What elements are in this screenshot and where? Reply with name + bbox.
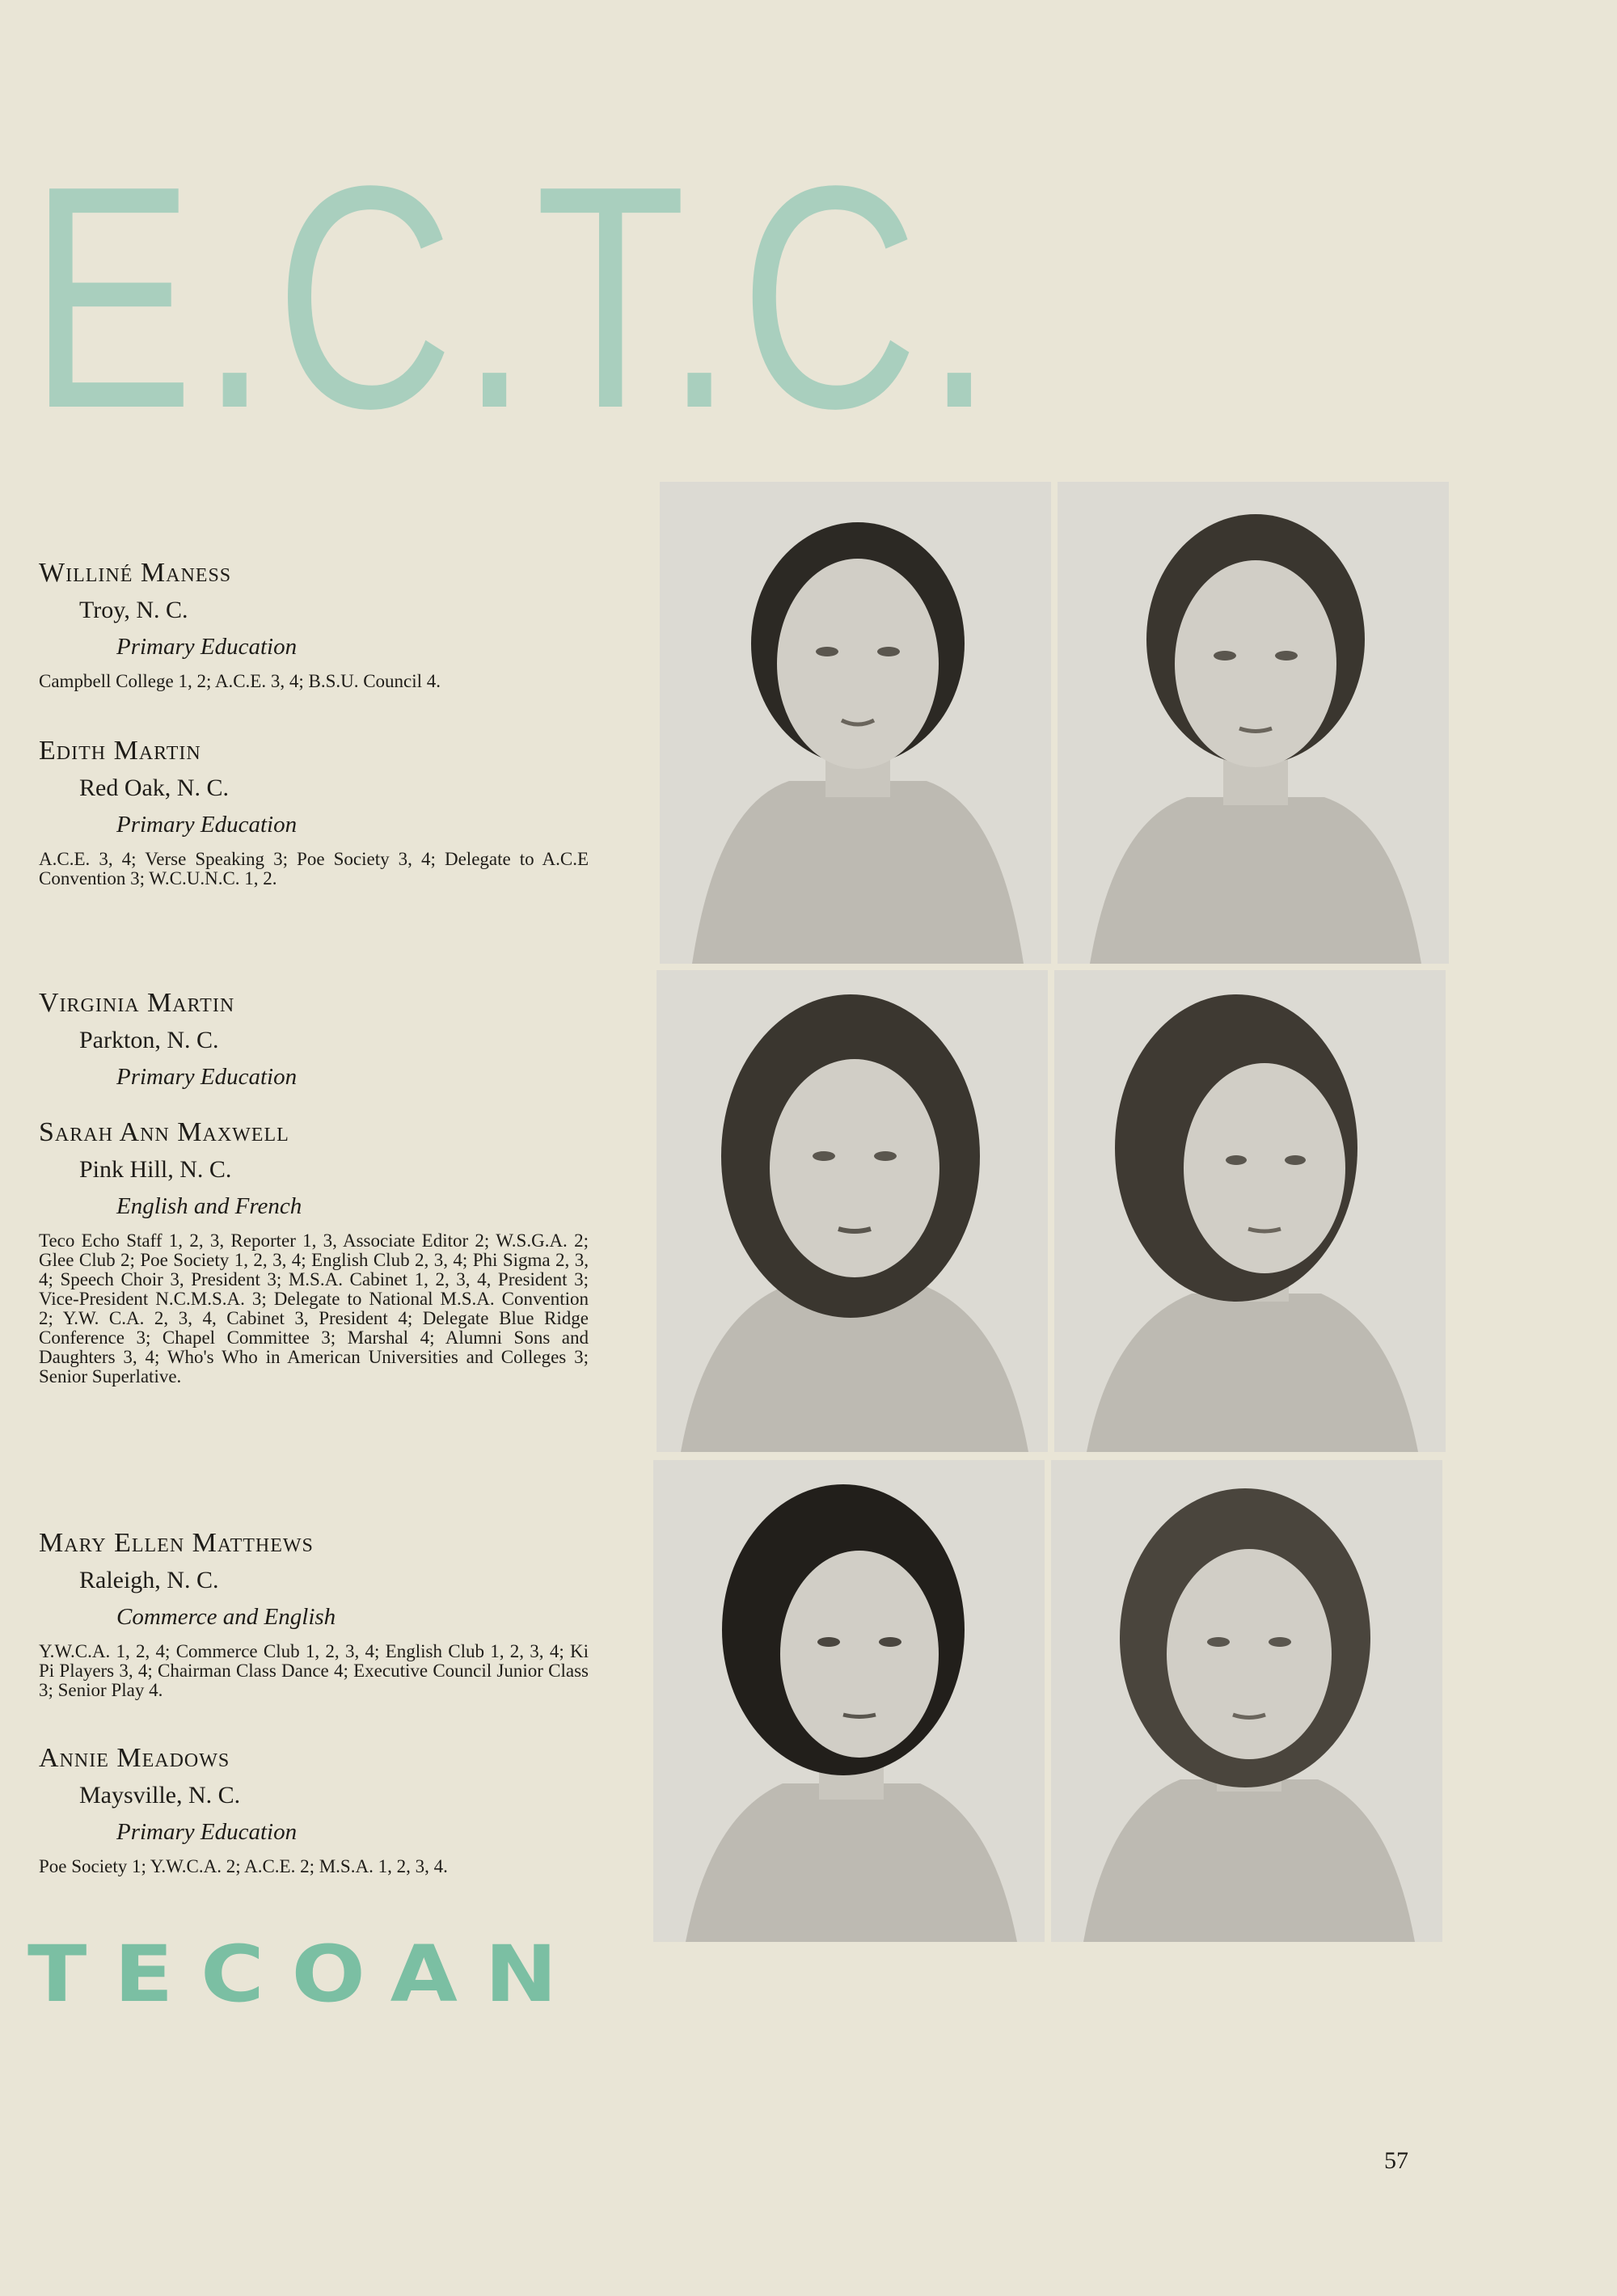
student-name: Edith Martin [39, 736, 201, 766]
student-activities: Teco Echo Staff 1, 2, 3, Reporter 1, 3, Associate Editor 2; W.S.G.A. 2; Glee Club 2; Poe Society 1, 2, 3, 4; English Club 2, 3, 4; Phi Sigma 2, 3, 4; Speech Choir 3, President 3; M.S.A. Cabinet 1, 2, 3, 4, President 3; Vice-President N.C.M.S.A. 3; Delegate to National M.S.A. Convention 2; Y.W. C.A. 2, 3, 4, Cabinet 3, President 4; Delegate Blue Ridge Conference 3; Chapel Committee 3; Marshal 4; Alumni Sons and Daughters 3, 4; Who's Who in American Universities and Colleges 3; Senior Superlative. [39, 1230, 589, 1386]
entry-willine-maness [39, 558, 589, 691]
student-major: Commerce and English [116, 1604, 336, 1630]
student-name: Williné Maness [39, 558, 232, 588]
student-hometown: Raleigh, N. C. [79, 1567, 219, 1593]
portrait-photo [1058, 482, 1449, 964]
student-name: Annie Meadows [39, 1743, 230, 1773]
tecoan-logo: TECOAN [27, 1929, 585, 2020]
entry-virginia-martin [39, 988, 589, 1091]
student-major: Primary Education [116, 1819, 298, 1845]
student-name: Sarah Ann Maxwell [39, 1117, 289, 1147]
portrait-image [1051, 1460, 1442, 1942]
student-major: Primary Education [116, 1064, 298, 1090]
student-hometown: Maysville, N. C. [79, 1782, 241, 1809]
student-activities: Y.W.C.A. 1, 2, 4; Commerce Club 1, 2, 3, 4; English Club 1, 2, 3, 4; Ki Pi Players 3, 4; Chairman Class Dance 4; Executive Council Junior Class 3; Senior Play 4. [39, 1641, 589, 1700]
entry-sarah-ann-maxwell [39, 1117, 589, 1386]
portrait-photo [653, 1460, 1045, 1942]
portrait-photo [1054, 970, 1446, 1452]
student-major: Primary Education [116, 812, 298, 838]
entry-annie-meadows [39, 1743, 589, 1876]
portrait-image [1058, 482, 1449, 964]
student-name: Virginia Martin [39, 988, 235, 1018]
student-hometown: Parkton, N. C. [79, 1027, 219, 1053]
student-hometown: Red Oak, N. C. [79, 774, 229, 801]
entry-mary-ellen-matthews [39, 1528, 589, 1700]
portrait-image [660, 482, 1051, 964]
student-major: Primary Education [116, 634, 298, 660]
student-hometown: Pink Hill, N. C. [79, 1156, 232, 1183]
portrait-grid [653, 482, 1457, 1950]
student-activities: Campbell College 1, 2; A.C.E. 3, 4; B.S.U. Council 4. [39, 671, 441, 691]
ectc-header-logo: E.C.T.C. [29, 120, 1000, 475]
student-major: English and French [116, 1193, 302, 1219]
student-hometown: Troy, N. C. [79, 597, 188, 623]
portrait-photo [1051, 1460, 1442, 1942]
portrait-image [657, 970, 1048, 1452]
portrait-photo [660, 482, 1051, 964]
student-activities: A.C.E. 3, 4; Verse Speaking 3; Poe Society 3, 4; Delegate to A.C.E Convention 3; W.C.U.N.C. 1, 2. [39, 849, 589, 888]
portrait-photo [657, 970, 1048, 1452]
entry-edith-martin [39, 736, 589, 888]
student-name: Mary Ellen Matthews [39, 1528, 314, 1558]
student-activities: Poe Society 1; Y.W.C.A. 2; A.C.E. 2; M.S.A. 1, 2, 3, 4. [39, 1856, 448, 1876]
portrait-image [653, 1460, 1045, 1942]
page-number: 57 [1384, 2147, 1408, 2174]
portrait-image [1054, 970, 1446, 1452]
